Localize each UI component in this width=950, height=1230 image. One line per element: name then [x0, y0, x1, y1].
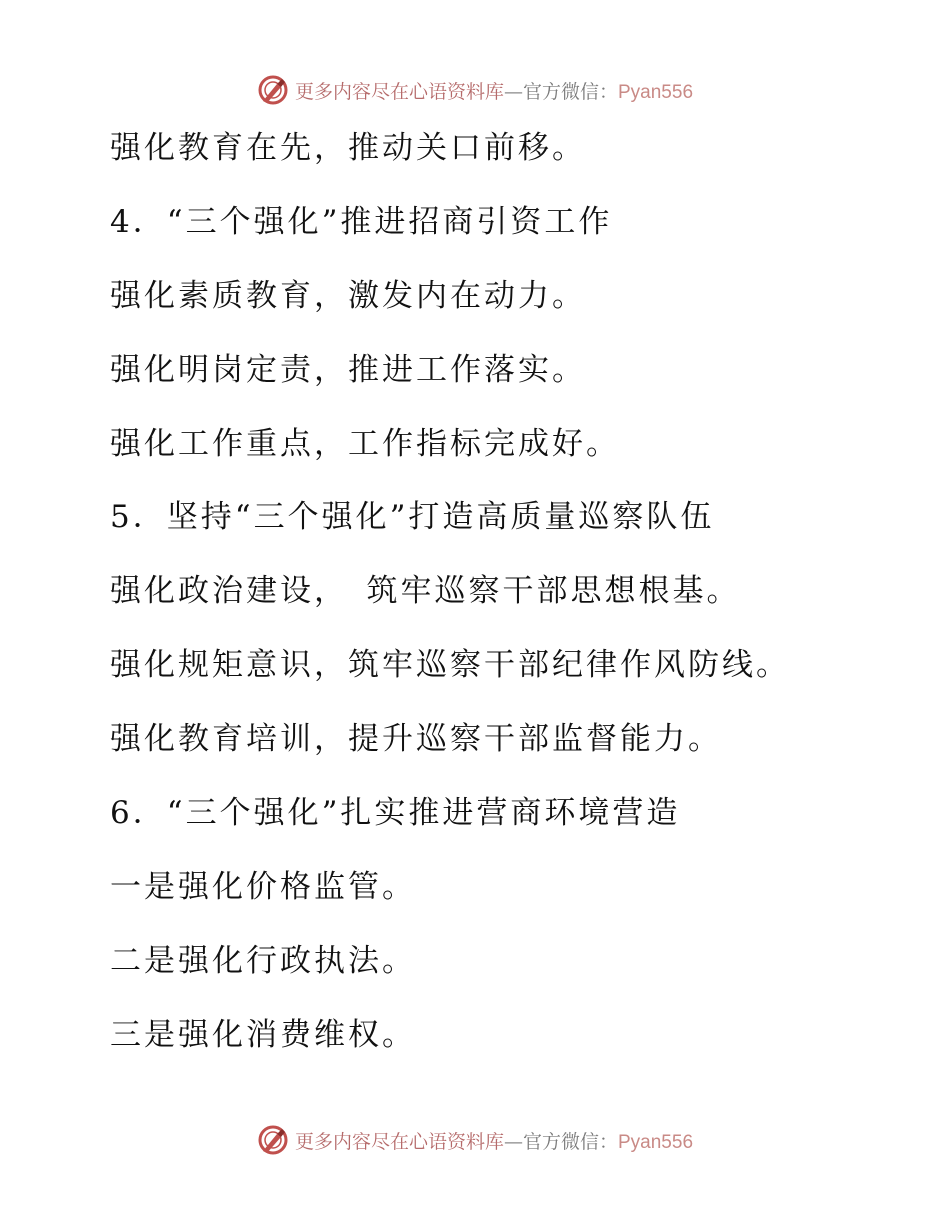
text-line: 一是强化价格监管。: [110, 868, 416, 905]
text-line: 强化素质教育，激发内在动力。: [110, 277, 586, 314]
text-line: 强化教育在先，推动关口前移。: [110, 130, 586, 166]
footer-banner-text: [295, 1127, 693, 1154]
section-heading: 4．“三个强化”推进招商引资工作: [110, 203, 613, 240]
pen-nib-circle-icon: [257, 74, 289, 106]
footer-banner: [0, 1120, 950, 1160]
footer-official-label: 官方微信：: [522, 1130, 618, 1153]
header-site-text: 更多内容尽在心语资料库: [294, 80, 504, 103]
header-official-label: 官方微信：: [522, 80, 618, 103]
footer-handle: Pyan556: [618, 1131, 694, 1153]
header-banner: [0, 70, 950, 110]
text-line: 强化明岗定责，推进工作落实。: [110, 351, 586, 388]
footer-site-text: 更多内容尽在心语资料库: [294, 1130, 504, 1153]
text-line: 强化工作重点，工作指标完成好。: [110, 425, 620, 462]
header-handle: Pyan556: [618, 81, 694, 103]
text-line: 三是强化消费维权。: [110, 1016, 416, 1053]
header-banner-text: [295, 77, 693, 104]
footer-separator: —: [503, 1130, 523, 1153]
text-line: 强化政治建设， 筑牢巡察干部思想根基。: [110, 573, 741, 610]
section-heading: 5．坚持“三个强化”打造高质量巡察队伍: [110, 499, 715, 536]
text-line: 二是强化行政执法。: [110, 942, 416, 979]
text-line: 强化规矩意识，筑牢巡察干部纪律作风防线。: [110, 647, 790, 684]
document-body: [110, 124, 910, 1085]
pen-nib-circle-icon: [257, 1124, 289, 1156]
header-separator: —: [503, 80, 523, 103]
section-heading: 6．“三个强化”扎实推进营商环境营造: [110, 795, 681, 832]
text-line: 强化教育培训，提升巡察干部监督能力。: [110, 721, 722, 758]
